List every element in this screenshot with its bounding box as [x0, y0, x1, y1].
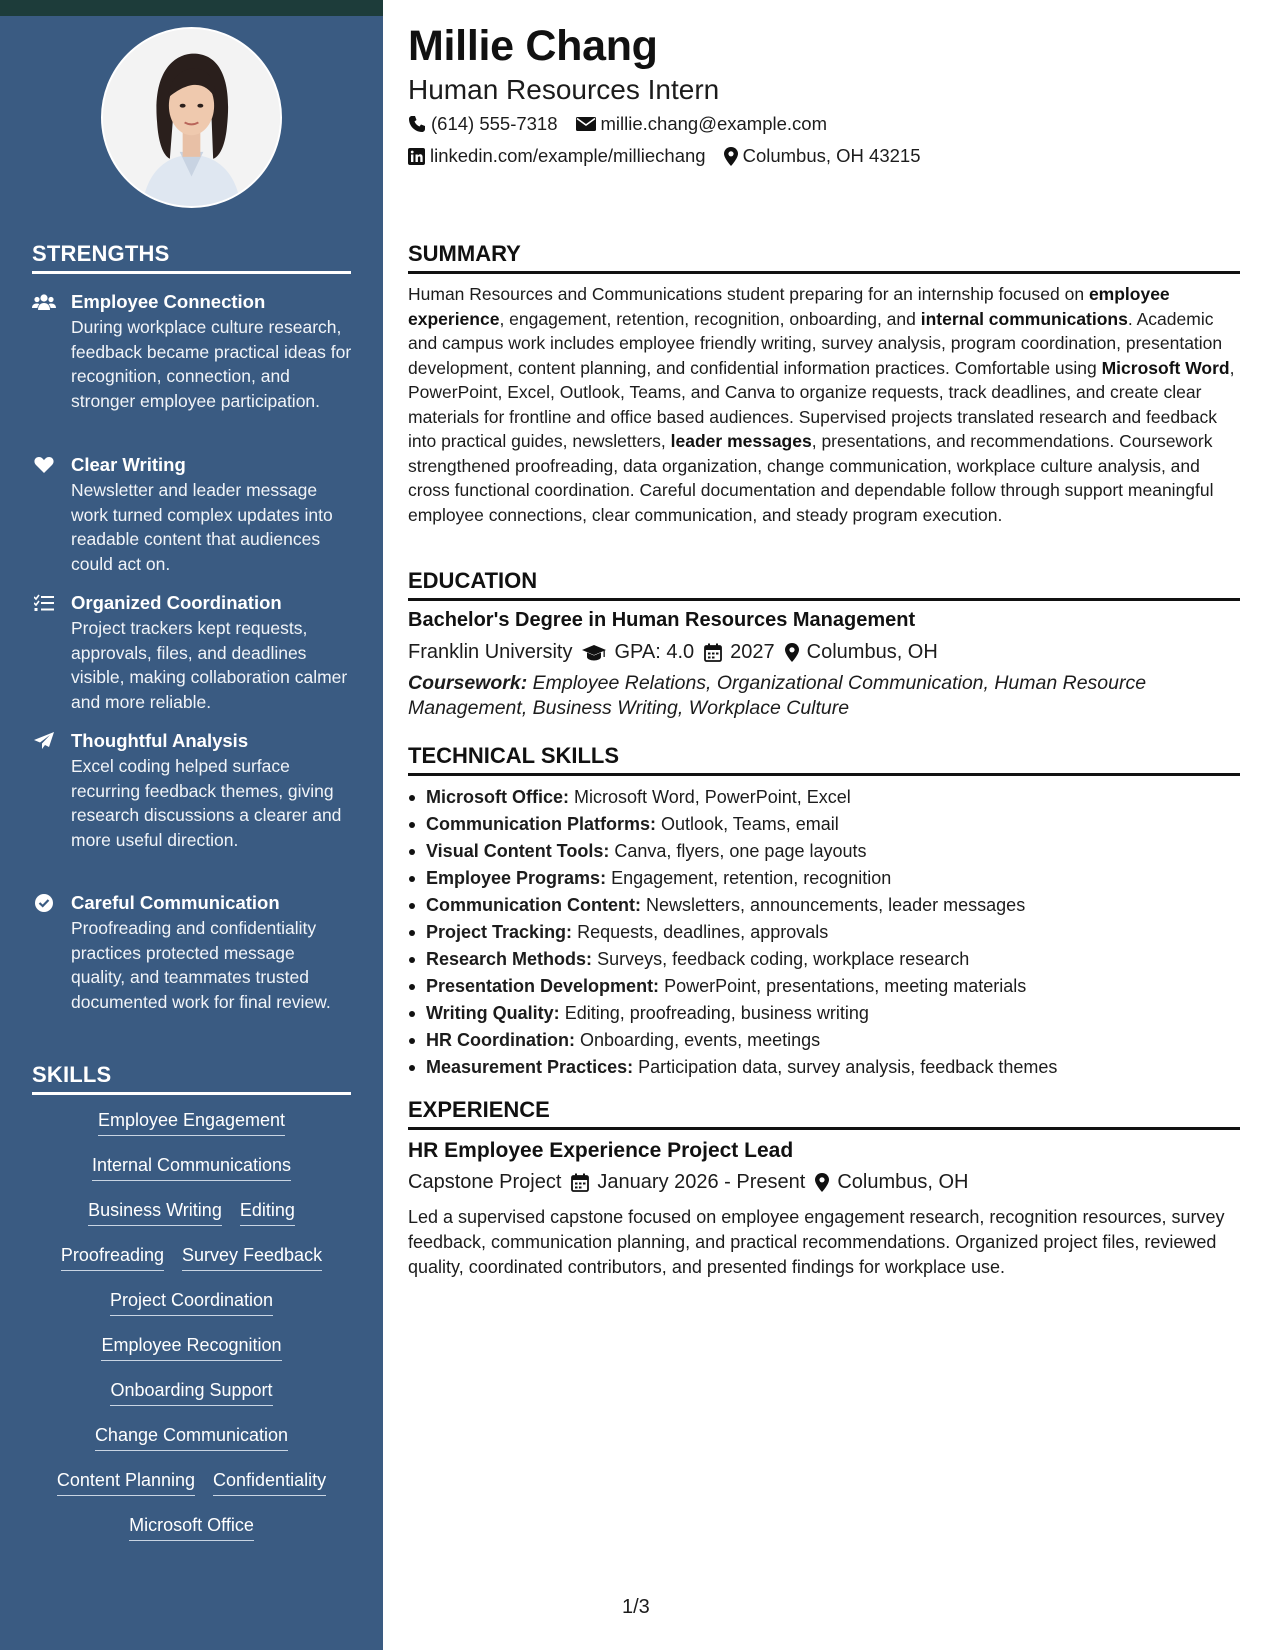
- technical-skills-heading: TECHNICAL SKILLS: [408, 743, 1240, 776]
- linkedin-icon: [408, 148, 425, 165]
- summary-part: , PowerPoint, Excel, Outlook, Teams, and Canva to organize requests, track deadlines, and create clear materials for frontline and office based audiences. Supervised projects translated research and feedback into practical guides, newsletters,: [408, 357, 1235, 451]
- skill-tag: Onboarding Support: [110, 1378, 272, 1406]
- users-icon: [32, 292, 56, 312]
- summary-heading: SUMMARY: [408, 241, 1240, 274]
- strength-title: Careful Communication: [71, 892, 280, 913]
- degree-title: Bachelor's Degree in Human Resources Management: [408, 609, 916, 631]
- experience-org: Capstone Project: [408, 1171, 562, 1193]
- skill-tag: Confidentiality: [213, 1468, 326, 1496]
- skill-tag: Employee Engagement: [98, 1108, 285, 1136]
- location-text: Columbus, OH 43215: [742, 145, 921, 166]
- email-contact[interactable]: [576, 113, 827, 135]
- envelope-icon: [576, 116, 596, 132]
- coursework: [408, 671, 1240, 720]
- strength-desc: Newsletter and leader message work turned complex updates into readable content that audiences could act on.: [71, 480, 333, 574]
- phone-contact[interactable]: [408, 113, 558, 135]
- profile-photo: [101, 27, 282, 208]
- sidebar-top-bar: [0, 0, 383, 16]
- calendar-icon: [704, 643, 722, 662]
- skill-category: Project Tracking:: [426, 922, 573, 942]
- strength-title: Organized Coordination: [71, 592, 282, 613]
- skill-values: Outlook, Teams, email: [661, 814, 839, 834]
- map-pin-icon: [785, 643, 799, 662]
- calendar-icon: [571, 1173, 589, 1192]
- experience-location: Columbus, OH: [837, 1171, 969, 1193]
- graduation-year: 2027: [730, 641, 775, 663]
- skill-category: Communication Platforms:: [426, 814, 657, 834]
- skill-values: Requests, deadlines, approvals: [577, 922, 829, 942]
- strength-desc: Proofreading and confidentiality practices protected message quality, and teammates trusted documented work for final review.: [71, 918, 331, 1012]
- summary-emphasis: leader messages: [670, 431, 812, 451]
- skill-values: Participation data, survey analysis, feedback themes: [638, 1057, 1058, 1077]
- list-check-icon: [32, 593, 56, 613]
- skill-values: Microsoft Word, PowerPoint, Excel: [574, 787, 851, 807]
- summary-part: Human Resources and Communications student preparing for an internship focused on: [408, 284, 1089, 304]
- skill-values: Engagement, retention, recognition: [611, 868, 892, 888]
- list-item: [426, 838, 1240, 865]
- strength-desc: During workplace culture research, feedback became practical ideas for recognition, connection, and stronger employee participation.: [71, 317, 352, 411]
- skill-tag: Content Planning: [57, 1468, 195, 1496]
- skill-category: Writing Quality:: [426, 1003, 560, 1023]
- list-item: [426, 1000, 1240, 1027]
- skill-category: Visual Content Tools:: [426, 841, 610, 861]
- page-number: 1/3: [622, 1596, 650, 1618]
- experience-heading: EXPERIENCE: [408, 1097, 1240, 1130]
- skill-values: Editing, proofreading, business writing: [564, 1003, 869, 1023]
- summary-text: [408, 282, 1240, 527]
- coursework-list: Employee Relations, Organizational Communication, Human Resource Management, Business Writing, Workplace Culture: [408, 672, 1147, 719]
- strength-title: Thoughtful Analysis: [71, 730, 249, 751]
- skill-category: Employee Programs:: [426, 868, 607, 888]
- list-item: [426, 919, 1240, 946]
- strength-title: Clear Writing: [71, 454, 186, 475]
- phone-text: (614) 555-7318: [431, 113, 558, 134]
- heart-icon: [32, 455, 56, 475]
- summary-part: , presentations, and recommendations. Coursework strengthened proofreading, data organization, change communication, workplace culture analysis, and cross functional coordination. Careful documentation and dependable follow through support meaningful employee connections, clear communication, and steady program execution.: [408, 431, 1214, 525]
- phone-icon: [408, 115, 426, 133]
- strengths-heading: STRENGTHS: [32, 241, 351, 274]
- list-item: [426, 946, 1240, 973]
- location-contact: [724, 145, 921, 167]
- skill-category: Communication Content:: [426, 895, 641, 915]
- skill-tag: Proofreading: [61, 1243, 164, 1271]
- school-name: Franklin University: [408, 641, 573, 663]
- graduation-cap-icon: [582, 644, 606, 662]
- summary-part: . Academic and campus work includes employee friendly writing, survey analysis, program coordination, presentation development, content planning, and confidential information practices. Comfortable using: [408, 308, 1223, 378]
- coursework-label: Coursework:: [408, 672, 528, 694]
- linkedin-contact[interactable]: [408, 145, 706, 167]
- gpa-text: GPA: 4.0: [614, 641, 695, 663]
- list-item: [426, 892, 1240, 919]
- linkedin-text: linkedin.com/example/milliechang: [430, 145, 706, 166]
- education-meta: [408, 641, 938, 664]
- technical-skills-list: [426, 784, 1240, 1081]
- map-pin-icon: [815, 1173, 829, 1192]
- skill-tag: Internal Communications: [92, 1153, 291, 1181]
- skills-list: [32, 1108, 351, 1558]
- skill-values: PowerPoint, presentations, meeting materials: [664, 976, 1027, 996]
- summary-part: , engagement, retention, recognition, onboarding, and: [499, 308, 921, 329]
- map-pin-icon: [724, 147, 738, 166]
- skill-category: Research Methods:: [426, 949, 593, 969]
- list-item: [426, 811, 1240, 838]
- list-item: [426, 1054, 1240, 1081]
- candidate-title: Human Resources Intern: [408, 74, 720, 105]
- skills-heading: SKILLS: [32, 1062, 351, 1095]
- skill-tag: Business Writing: [88, 1198, 222, 1226]
- strength-desc: Project trackers kept requests, approvals, files, and deadlines visible, making collaboration calmer and more reliable.: [71, 618, 348, 712]
- skill-values: Surveys, feedback coding, workplace research: [597, 949, 970, 969]
- list-item: [426, 865, 1240, 892]
- email-text: millie.chang@example.com: [600, 113, 827, 134]
- skill-category: Presentation Development:: [426, 976, 660, 996]
- skill-values: Onboarding, events, meetings: [580, 1030, 821, 1050]
- skill-values: Canva, flyers, one page layouts: [614, 841, 867, 861]
- skill-category: HR Coordination:: [426, 1030, 575, 1050]
- experience-title: HR Employee Experience Project Lead: [408, 1139, 794, 1162]
- school-location: Columbus, OH: [806, 641, 938, 663]
- contact-row: [408, 113, 827, 135]
- candidate-name: Millie Chang: [408, 22, 658, 70]
- strength-desc: Excel coding helped surface recurring feedback themes, giving research discussions a clearer and more useful direction.: [71, 756, 342, 850]
- skill-tag: Change Communication: [95, 1423, 288, 1451]
- contact-row: [408, 145, 920, 167]
- list-item: [426, 784, 1240, 811]
- experience-dates: January 2026 - Present: [597, 1171, 806, 1193]
- skill-tag: Editing: [240, 1198, 295, 1226]
- skill-values: Newsletters, announcements, leader messages: [646, 895, 1026, 915]
- experience-description: Led a supervised capstone focused on employee engagement research, recognition resources, survey feedback, communication planning, and practical recommendations. Organized project files, reviewed quality, coordinated contributors, and presented findings for workplace use.: [408, 1207, 1225, 1277]
- skill-tag: Employee Recognition: [101, 1333, 281, 1361]
- experience-meta: [408, 1171, 968, 1194]
- skill-tag: Survey Feedback: [182, 1243, 322, 1271]
- list-item: [426, 973, 1240, 1000]
- skill-category: Measurement Practices:: [426, 1057, 634, 1077]
- check-circle-icon: [32, 893, 56, 913]
- summary-emphasis: Microsoft Word: [1101, 357, 1230, 378]
- summary-emphasis: employee experience: [408, 284, 1170, 329]
- list-item: [426, 1027, 1240, 1054]
- sidebar: [0, 0, 383, 1650]
- education-heading: EDUCATION: [408, 568, 1240, 601]
- strength-title: Employee Connection: [71, 291, 266, 312]
- skill-tag: Project Coordination: [110, 1288, 273, 1316]
- summary-emphasis: internal communications: [920, 308, 1128, 329]
- skill-tag: Microsoft Office: [129, 1513, 254, 1541]
- paper-plane-icon: [32, 731, 56, 751]
- skill-category: Microsoft Office:: [426, 787, 570, 807]
